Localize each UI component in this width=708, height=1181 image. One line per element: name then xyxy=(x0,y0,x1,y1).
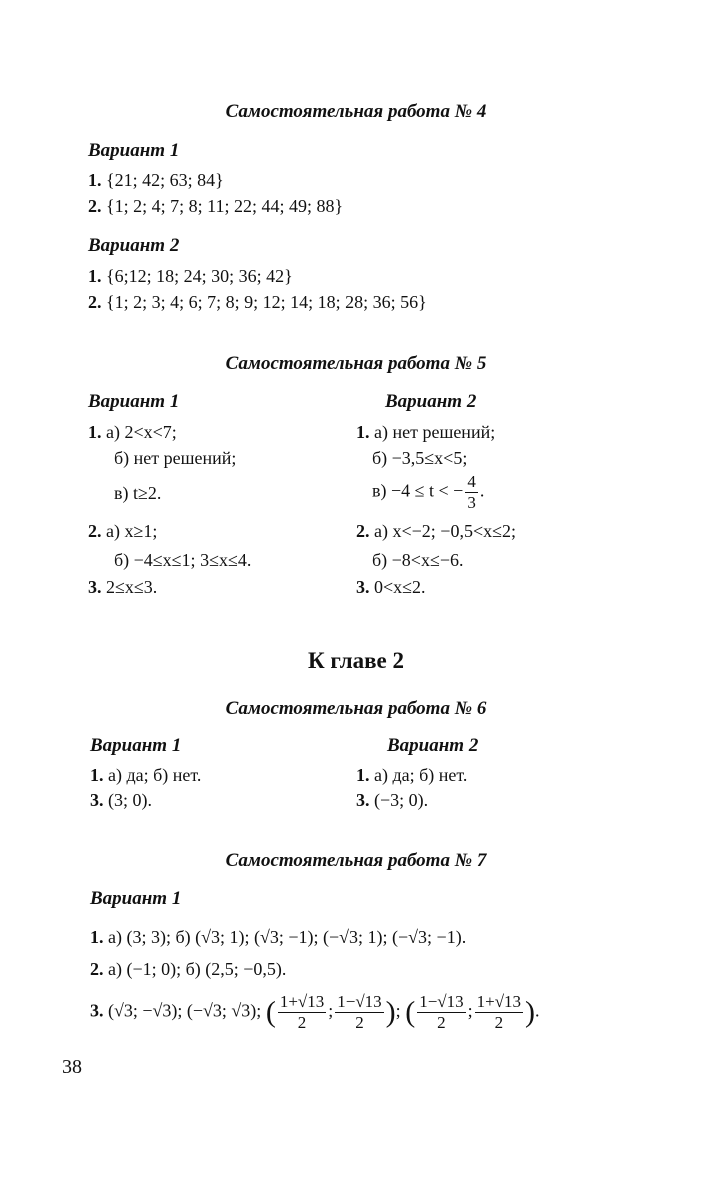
work7-variant1-heading: Вариант 1 xyxy=(90,888,182,909)
work6-title: Самостоятельная работа № 6 xyxy=(225,698,487,719)
answer-line: 1. {6;12; 18; 24; 30; 36; 42} xyxy=(88,266,293,286)
answer-line: 3. 0<x≤2. xyxy=(356,577,426,597)
answer-line: 1. {21; 42; 63; 84} xyxy=(88,170,224,190)
answer-line: в) −4 ≤ t < − $\frac{4}{3}$ . xyxy=(372,472,485,512)
answer-line: 2. а) (−1; 0); б) (2,5; −0,5). xyxy=(90,959,287,979)
answer-line: б) −3,5≤x<5; xyxy=(372,448,468,468)
answer-line: б) нет решений; xyxy=(114,448,237,468)
work4-title: Самостоятельная работа № 4 xyxy=(225,101,487,122)
page-number: 38 xyxy=(62,1056,82,1078)
answer-line: 1. а) 2<x<7; xyxy=(88,422,177,442)
answer-line: 3. (√3; −√3); (−√3; √3); ( $\frac{1+√13}{2}$ ; $\frac{1-√13}{2}$ ); ( $\frac{1-√13}{2}$ ; $\frac{1+√13}{2}$ ). xyxy=(90,992,540,1032)
answer-line: б) −8<x≤−6. xyxy=(372,550,464,570)
answer-line: 3. 2≤x≤3. xyxy=(88,577,158,597)
work5-variant1-heading: Вариант 1 xyxy=(88,391,180,412)
work6-variant2-heading: Вариант 2 xyxy=(387,735,479,756)
answer-line: в) t≥2. xyxy=(114,483,162,503)
work5-variant2-heading: Вариант 2 xyxy=(385,391,477,412)
answer-line: 1. а) да; б) нет. xyxy=(356,765,468,785)
chapter-heading: К главе 2 xyxy=(308,648,404,673)
answer-line: 2. {1; 2; 3; 4; 6; 7; 8; 9; 12; 14; 18; 28; 36; 56} xyxy=(88,292,427,312)
work7-title: Самостоятельная работа № 7 xyxy=(225,850,487,871)
answer-line: 2. а) x≥1; xyxy=(88,521,158,541)
work4-variant2-heading: Вариант 2 xyxy=(88,235,180,256)
answer-line: 1. а) да; б) нет. xyxy=(90,765,202,785)
answer-line: 1. а) нет решений; xyxy=(356,422,496,442)
answer-line: 2. а) x<−2; −0,5<x≤2; xyxy=(356,521,516,541)
answer-line: б) −4≤x≤1; 3≤x≤4. xyxy=(114,550,252,570)
work4-variant1-heading: Вариант 1 xyxy=(88,140,180,161)
work5-title: Самостоятельная работа № 5 xyxy=(225,353,487,374)
answer-line: 1. а) (3; 3); б) (√3; 1); (√3; −1); (−√3; 1); (−√3; −1). xyxy=(90,927,467,947)
answer-line: 3. (−3; 0). xyxy=(356,790,429,810)
answer-line: 3. (3; 0). xyxy=(90,790,152,810)
answer-line: 2. {1; 2; 4; 7; 8; 11; 22; 44; 49; 88} xyxy=(88,196,344,216)
work6-variant1-heading: Вариант 1 xyxy=(90,735,182,756)
